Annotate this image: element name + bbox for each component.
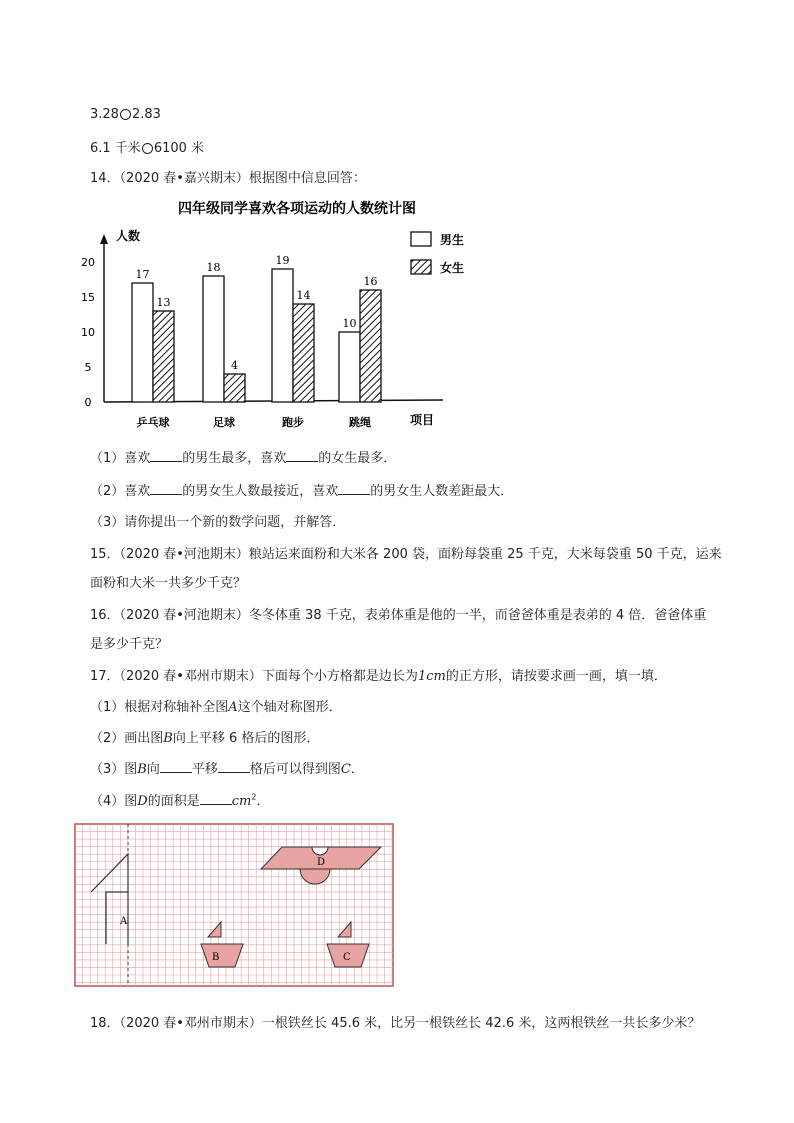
compare-1-left: 3.28 <box>90 107 119 122</box>
text: （3）图 <box>90 762 138 777</box>
text: 这个轴对称图形． <box>237 700 342 715</box>
data-label: 14 <box>296 289 311 302</box>
question-18: 18．（2020 春•邓州市期末）一根铁丝长 45.6 米，比另一根铁丝长 42.6 米，这两根铁丝一共长多少米？ <box>90 1016 701 1031</box>
data-label: 4 <box>231 359 238 372</box>
compare-2-left: 6.1 千米 <box>90 141 141 156</box>
text: 17．（2020 春•邓州市期末）下面每个小方格都是边长为 <box>90 669 418 684</box>
question-16-cont: 是多少千克？ <box>90 637 169 652</box>
category-label: 乒乓球 <box>136 416 170 429</box>
bar-boys <box>339 332 360 402</box>
legend-swatch-girls <box>411 260 431 274</box>
legend-label-girls: 女生 <box>440 261 465 275</box>
answer-blank[interactable] <box>338 482 370 495</box>
text: （4）图 <box>90 794 138 809</box>
text: （1）喜欢 <box>90 451 151 466</box>
text: ． <box>256 794 270 809</box>
compare-1 <box>90 107 161 122</box>
bar-girls <box>293 304 314 402</box>
text: （2）喜欢 <box>90 484 151 499</box>
y-tick-label: 10 <box>81 326 95 339</box>
question-14-1 <box>90 447 396 466</box>
y-tick-label: 20 <box>81 256 95 269</box>
text: 平移 <box>191 762 218 777</box>
bar-girls <box>360 290 381 402</box>
text: 格后可以得到图 <box>249 762 341 777</box>
compare-circle[interactable] <box>142 143 153 154</box>
question-15-cont: 面粉和大米一共多少千克？ <box>90 576 247 591</box>
question-17-4 <box>90 790 269 809</box>
compare-2-right: 6100 米 <box>153 141 205 156</box>
unit: cm <box>231 794 252 809</box>
text: ． <box>350 762 364 777</box>
var: D <box>137 794 148 809</box>
grid-figure <box>75 824 393 986</box>
answer-blank[interactable] <box>160 760 192 773</box>
data-label: 16 <box>363 275 378 288</box>
text: 的正方形，请按要求画一画，填一填． <box>445 669 667 684</box>
answer-blank[interactable] <box>200 792 232 805</box>
bar-chart <box>81 196 488 432</box>
y-tick-label: 0 <box>84 396 92 409</box>
answer-blank[interactable] <box>150 482 182 495</box>
y-axis-label: 人数 <box>116 229 141 243</box>
question-14: 14．（2020 春•嘉兴期末）根据图中信息回答： <box>90 171 366 186</box>
compare-2 <box>90 137 204 156</box>
question-17 <box>90 665 667 684</box>
text: （1）根据对称轴补全图 <box>90 700 229 715</box>
compare-circle[interactable] <box>120 109 131 120</box>
bar-boys <box>132 283 153 402</box>
bar-girls <box>224 374 245 402</box>
label-d: D <box>317 857 326 868</box>
var: B <box>163 731 173 746</box>
question-17-2 <box>90 727 319 746</box>
label-b: B <box>212 952 220 963</box>
data-label: 18 <box>206 261 221 274</box>
data-label: 17 <box>135 268 150 281</box>
x-axis-label: 项目 <box>410 413 435 427</box>
answer-blank[interactable] <box>150 449 182 462</box>
answer-blank[interactable] <box>286 449 318 462</box>
question-15: 15．（2020 春•河池期末）粮站运来面粉和大米各 200 袋，面粉每袋重 25 千克，大米每袋重 50 千克，运来 <box>90 547 722 562</box>
question-14-2 <box>90 480 513 499</box>
text: 的男女生人数最接近，喜欢 <box>182 484 339 499</box>
bar-girls <box>153 311 174 402</box>
question-17-3 <box>90 758 364 777</box>
bar-boys <box>272 269 293 402</box>
y-tick-label: 5 <box>84 361 92 374</box>
text: 的面积是 <box>147 794 200 809</box>
legend-label-boys: 男生 <box>440 233 465 247</box>
label-a: A <box>120 916 128 927</box>
text: 向 <box>146 762 160 777</box>
var: B <box>137 762 147 777</box>
legend-swatch-boys <box>411 232 431 246</box>
var: C <box>340 762 351 777</box>
text: 的男生最多，喜欢 <box>182 451 287 466</box>
chart-title: 四年级同学喜欢各项运动的人数统计图 <box>178 201 416 217</box>
unit: 1cm <box>417 669 446 684</box>
question-17-1 <box>90 696 342 715</box>
text: （2）画出图 <box>90 731 164 746</box>
text: 的女生最多． <box>318 451 397 466</box>
category-label: 足球 <box>213 416 235 429</box>
data-label: 10 <box>342 317 357 330</box>
answer-blank[interactable] <box>218 760 250 773</box>
label-c: C <box>343 952 351 963</box>
text: 向上平移 6 格后的图形． <box>172 731 320 746</box>
data-label: 13 <box>156 296 171 309</box>
question-14-3: （3）请你提出一个新的数学问题，并解答． <box>90 515 346 530</box>
y-tick-label: 15 <box>81 291 95 304</box>
data-label: 19 <box>275 254 290 267</box>
y-axis-arrow <box>100 234 108 244</box>
category-label: 跑步 <box>282 416 304 429</box>
text: 的男女生人数差距最大． <box>370 484 514 499</box>
var: A <box>228 700 238 715</box>
exponent: 2 <box>251 792 257 802</box>
compare-1-right: 2.83 <box>131 107 161 122</box>
bar-boys <box>203 276 224 402</box>
category-label: 跳绳 <box>349 416 371 429</box>
question-16: 16．（2020 春•河池期末）冬冬体重 38 千克，表弟体重是他的一半，而爸爸体重是表弟的 4 倍．爸爸体重 <box>90 608 707 623</box>
